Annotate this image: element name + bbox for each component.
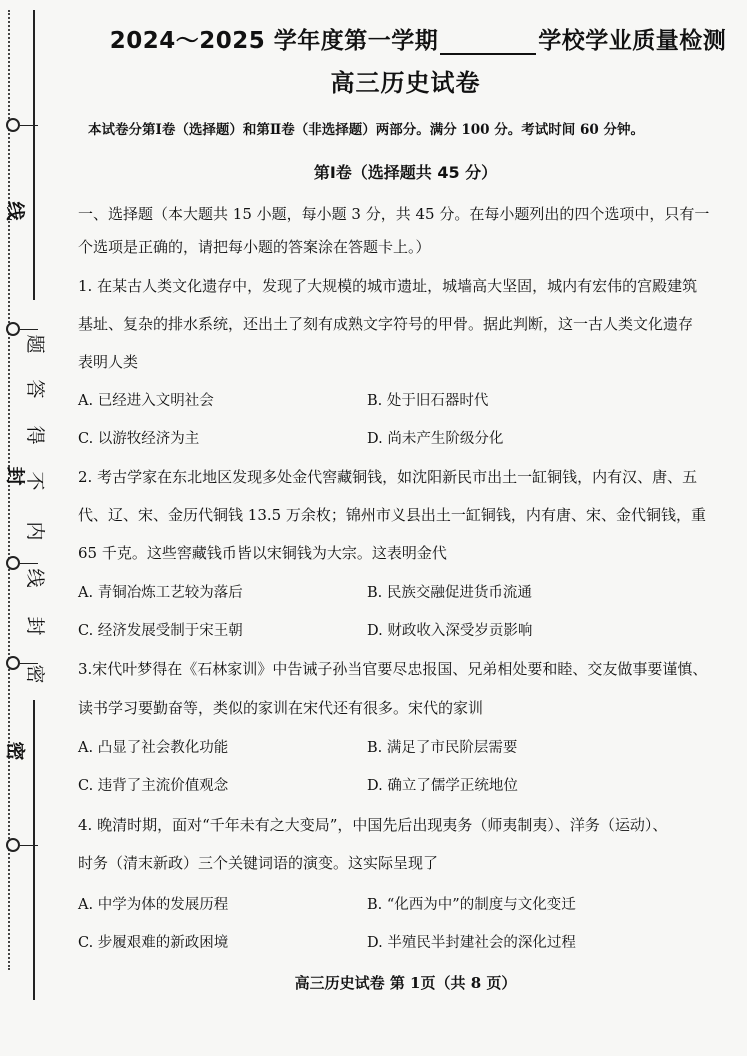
question-3-option-d[interactable]: D. 确立了儒学正统地位 [367, 778, 518, 794]
instructions-line-2: 个选项是正确的，请把每小题的答案涂在答题卡上。） [78, 238, 431, 256]
exam-title [108, 22, 728, 55]
question-4-line-1: 4. 晚清时期，面对“千年未有之大变局”，中国先后出现夷务（师夷制夷）、洋务（运动）、 [78, 816, 668, 834]
question-3-option-a[interactable]: A. 凸显了社会教化功能 [78, 740, 229, 756]
question-3-option-b[interactable]: B. 满足了市民阶层需要 [367, 740, 518, 756]
question-4-option-c[interactable]: C. 步履艰难的新政困境 [78, 935, 229, 951]
binding-char-mi: 密 [4, 741, 26, 761]
binding-hole-5 [6, 838, 20, 852]
binding-char-xian: 线 [4, 201, 26, 221]
question-2-option-b[interactable]: B. 民族交融促进货币流通 [367, 585, 532, 601]
question-2-option-a[interactable]: A. 青铜冶炼工艺较为落后 [78, 585, 243, 601]
binding-hole-4 [6, 656, 20, 670]
binding-margin [0, 0, 60, 1056]
title-part-1: 2024～2025 学年度第一学期 [109, 28, 439, 54]
section-title: 第Ⅰ卷（选择题共 45 分） [313, 163, 498, 182]
binding-tick [20, 845, 38, 846]
notice-char-8: 密 [24, 664, 46, 684]
binding-hole-2 [6, 322, 20, 336]
question-1-option-d[interactable]: D. 尚未产生阶级分化 [367, 431, 504, 447]
notice-char-7: 封 [24, 616, 46, 636]
binding-char-feng: 封 [4, 466, 26, 486]
page-footer: 高三历史试卷 第 1页（共 8 页） [294, 974, 517, 992]
dotted-cut-line [8, 10, 10, 970]
notice-char-5: 内 [24, 521, 46, 541]
question-4-option-b[interactable]: B. “化西为中”的制度与文化变迁 [367, 897, 576, 913]
question-2-line-1: 2. 考古学家在东北地区发现多处金代窖藏铜钱，如沈阳新民市出土一缸铜钱，内有汉、唐、五 [78, 468, 698, 486]
notice-char-2: 答 [24, 379, 46, 399]
school-name-blank[interactable] [440, 31, 536, 55]
question-3-line-1: 3.宋代叶梦得在《石林家训》中告诫子孙当官要尽忠报国、兄弟相处要和睦、交友做事要谨慎、 [78, 660, 708, 678]
notice-char-3: 得 [24, 425, 46, 445]
question-2-option-c[interactable]: C. 经济发展受制于宋王朝 [78, 623, 243, 639]
question-1-line-1: 1. 在某古人类文化遗存中，发现了大规模的城市遗址，城墙高大坚固，城内有宏伟的宫殿建筑 [78, 277, 698, 295]
binding-tick [20, 563, 38, 564]
exam-subtitle: 高三历史试卷 [330, 69, 481, 97]
binding-hole-1 [6, 118, 20, 132]
binding-line-bottom [33, 700, 35, 1000]
title-part-2: 学校学业质量检测 [538, 28, 727, 54]
instructions-line-1: 一、选择题（本大题共 15 小题，每小题 3 分，共 45 分。在每小题列出的四个选项中，只有一 [78, 205, 710, 223]
exam-intro: 本试卷分第Ⅰ卷（选择题）和第Ⅱ卷（非选择题）两部分。满分 100 分。考试时间 60 分钟。 [88, 122, 644, 138]
binding-tick [20, 125, 38, 126]
binding-hole-3 [6, 556, 20, 570]
question-2-option-d[interactable]: D. 财政收入深受岁贡影响 [367, 623, 533, 639]
question-2-line-2: 代、辽、宋、金历代铜钱 13.5 万余枚；锦州市义县出土一缸铜钱，内有唐、宋、金代铜钱，重 [78, 506, 706, 524]
notice-char-4: 不 [24, 471, 46, 491]
question-1-option-b[interactable]: B. 处于旧石器时代 [367, 393, 489, 409]
binding-line-top [33, 10, 35, 300]
binding-tick [20, 329, 38, 330]
question-4-option-a[interactable]: A. 中学为体的发展历程 [78, 897, 229, 913]
notice-char-1: 题 [24, 334, 46, 354]
question-1-option-c[interactable]: C. 以游牧经济为主 [78, 431, 200, 447]
question-2-line-3: 65 千克。这些窖藏钱币皆以宋铜钱为大宗。这表明金代 [78, 544, 447, 562]
question-3-option-c[interactable]: C. 违背了主流价值观念 [78, 778, 229, 794]
question-4-line-2: 时务（清末新政）三个关键词语的演变。这实际呈现了 [78, 854, 439, 872]
question-1-line-2: 基址、复杂的排水系统，还出土了刻有成熟文字符号的甲骨。据此判断，这一古人类文化遗存 [78, 315, 694, 333]
question-1-line-3: 表明人类 [78, 353, 139, 371]
question-4-option-d[interactable]: D. 半殖民半封建社会的深化过程 [367, 935, 576, 951]
notice-char-6: 线 [24, 568, 46, 588]
question-1-option-a[interactable]: A. 已经进入文明社会 [78, 393, 214, 409]
question-3-line-2: 读书学习要勤奋等，类似的家训在宋代还有很多。宋代的家训 [78, 699, 484, 717]
